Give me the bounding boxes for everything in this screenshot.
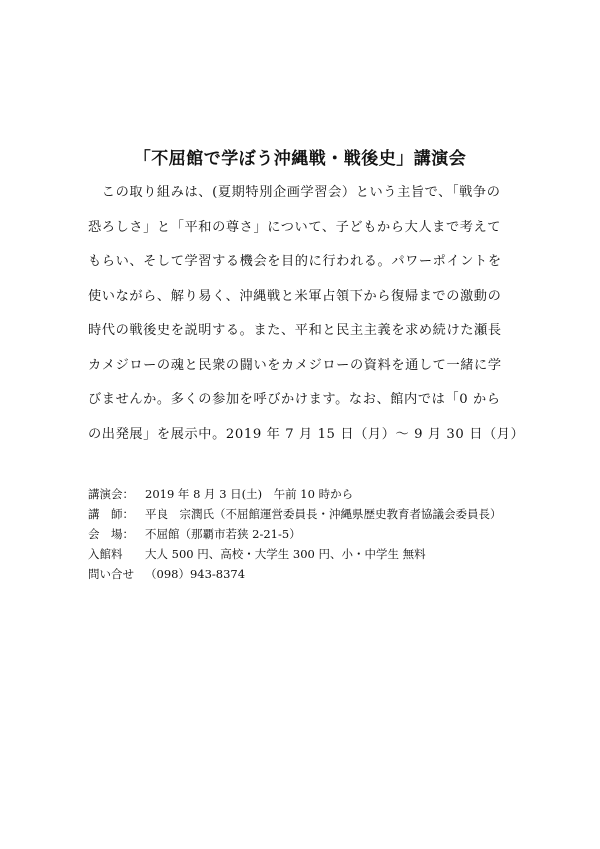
info-row-venue [88,524,548,544]
info-value: （098）943-8374 [145,567,246,581]
body-line: 恐ろしさ」と「平和の尊さ」について、子どもから大人まで考えて [88,219,502,235]
body-paragraph [88,184,528,460]
info-label: 講演会： [88,487,134,501]
info-value: 2019 年 8 月 3 日(土) 午前 10 時から [145,487,354,501]
info-label: 会 場： [88,527,134,541]
info-label: 入館料 [88,547,123,561]
info-value: 平良 宗潤氏（不屈館運営委員長・沖縄県歴史教育者協議会委員長） [145,507,502,521]
info-row-speaker [88,504,548,524]
info-label: 講 師： [88,507,134,521]
body-line: びませんか。多くの参加を呼びかけます。なお、館内では「0 から [88,392,501,407]
body-line: の出発展」を展示中。2019 年 7 月 15 日（月）～ 9 月 30 日（月） [88,426,525,442]
body-line: 使いながら、解り易く、沖縄戦と米軍占領下から復帰までの激動の [88,288,502,304]
info-value: 大人 500 円、高校・大学生 300 円、小・中学生 無料 [145,547,426,561]
body-line: 時代の戦後史を説明する。また、平和と民主主義を求め続けた瀬長 [88,323,502,338]
info-row-contact [88,564,548,584]
body-line: この取り組みは、(夏期特別企画学習会）という主旨で、「戦争の [88,185,501,200]
event-info [88,484,548,584]
document-title: 「不屈館で学ぼう沖縄戦・戦後史」講演会 [133,149,467,169]
info-label: 問い合せ [88,567,134,581]
body-line: カメジローの魂と民衆の闘いをカメジローの資料を通して一緒に学 [88,357,502,373]
info-row-admission [88,544,548,564]
body-line: もらい、そして学習する機会を目的に行われる。パワーポイントを [88,254,502,269]
info-row-lecture [88,484,548,504]
info-value: 不屈館（那覇市若狭 2-21-5） [145,527,301,541]
